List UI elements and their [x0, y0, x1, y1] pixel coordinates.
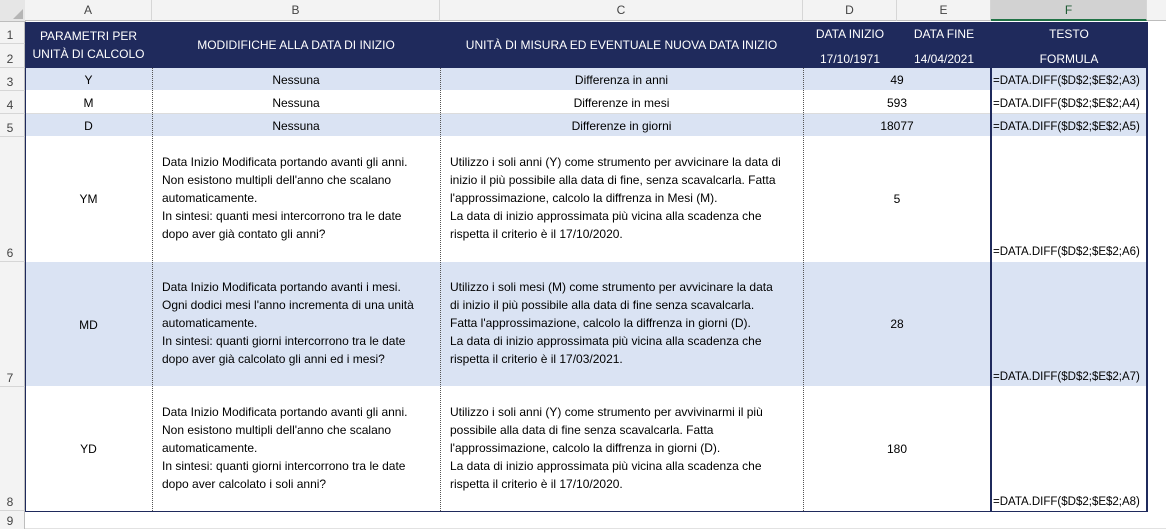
column-header-b[interactable]: B — [152, 0, 440, 21]
select-all-button[interactable] — [0, 0, 26, 22]
row-header-4[interactable]: 4 — [0, 91, 25, 114]
cell-formula[interactable]: =DATA.DIFF($D$2;$E$2;A5) — [993, 121, 1140, 133]
column-header-f[interactable]: F — [991, 0, 1147, 21]
cell-value[interactable]: 49 — [890, 73, 904, 87]
cell-unita[interactable]: Differenza in anni — [574, 73, 669, 87]
cell-value[interactable]: 28 — [890, 317, 904, 331]
header-data-inizio-value[interactable]: 17/10/1971 — [819, 52, 881, 66]
column-header-g[interactable] — [1147, 0, 1166, 21]
column-header-c[interactable]: C — [440, 0, 803, 21]
header-modifiche: MODIDIFICHE ALLA DATA DI INIZIO — [197, 38, 395, 52]
cell-formula[interactable]: =DATA.DIFF($D$2;$E$2;A6) — [993, 246, 1140, 258]
cell-unita[interactable]: Utilizzo i soli mesi (M) come strumento per avvicinare la data di inizio il più possibile alla data di fine senza scavalcarla. Fatta l'approssimazione, calcolo la diffrenza in giorni (D). La data di inizio approssimata più vicina alla scadenza che rispetta il criterio è il 17/03/2021. — [450, 280, 773, 366]
cell-param[interactable]: M — [83, 96, 94, 110]
column-header-bar — [0, 0, 1166, 22]
cell-unita[interactable]: Differenze in giorni — [571, 119, 672, 133]
row-header-7[interactable]: 7 — [0, 262, 25, 387]
column-header-d[interactable]: D — [803, 0, 897, 21]
header-param-line1: PARAMETRI PER — [39, 29, 138, 43]
cell-param[interactable]: YD — [80, 442, 97, 456]
cell-param[interactable]: D — [84, 119, 93, 133]
header-testo: TESTO — [1049, 27, 1089, 41]
cell-modifiche[interactable]: Nessuna — [272, 96, 320, 110]
cell-param[interactable]: Y — [84, 73, 93, 87]
cell-modifiche[interactable]: Data Inizio Modificata portando avanti i mesi. Ogni dodici mesi l'anno incrementa di una unità automaticamente. In sintesi: quanti giorni intercorrono tra le date dopo aver già calcolato gli anni ed i mesi? — [162, 280, 414, 366]
cell-value[interactable]: 5 — [893, 192, 901, 206]
row-header-2[interactable]: 2 — [0, 44, 25, 68]
row-header-3[interactable]: 3 — [0, 68, 25, 91]
row-header-6[interactable]: 6 — [0, 137, 25, 262]
cell-formula[interactable]: =DATA.DIFF($D$2;$E$2;A8) — [993, 496, 1140, 508]
row-header-8[interactable]: 8 — [0, 387, 25, 511]
cell-unita[interactable]: Differenze in mesi — [573, 96, 670, 110]
header-data-fine-value[interactable]: 14/04/2021 — [913, 52, 975, 66]
cell-unita[interactable]: Utilizzo i soli anni (Y) come strumento per avvicinare la data di inizio il più possibile alla data di fine, senza scavalcarla. Fatta l'approssimazione, calcolo la diffrenza in Mesi (M). La data di inizio approssimata più vicina alla scadenza che rispetta il criterio è il 17/10/2020. — [450, 155, 781, 241]
cell-modifiche[interactable]: Nessuna — [272, 73, 320, 87]
cell-formula[interactable]: =DATA.DIFF($D$2;$E$2;A7) — [993, 371, 1140, 383]
cell-modifiche[interactable]: Data Inizio Modificata portando avanti gli anni. Non esistono multipli dell'anno che scalano automaticamente. In sintesi: quanti giorni intercorrono tra le date dopo aver calcolato i soli anni? — [162, 405, 408, 491]
header-param-line2: UNITÀ DI CALCOLO — [32, 47, 145, 61]
header-unita: UNITÀ DI MISURA ED EVENTUALE NUOVA DATA INIZIO — [465, 38, 778, 52]
row-header-5[interactable]: 5 — [0, 114, 25, 137]
cell-modifiche[interactable]: Nessuna — [272, 119, 320, 133]
header-data-inizio-label: DATA INIZIO — [815, 27, 885, 41]
cell-value[interactable]: 180 — [886, 442, 908, 456]
cell-value[interactable]: 18077 — [880, 119, 914, 133]
cell-formula[interactable]: =DATA.DIFF($D$2;$E$2;A3) — [993, 75, 1140, 87]
cell-unita[interactable]: Utilizzo i soli anni (Y) come strumento per avvivinarmi il più possibile alla data di fine senza scavalcarla. Fatta l'approssimazione, calcolo la diffrenza in giorni (D). La data di inizio approssimata più vicina alla scadenza che rispetta il criterio è il 17/10/2020. — [450, 405, 763, 491]
cell-param[interactable]: YM — [79, 192, 98, 206]
header-data-fine-label: DATA FINE — [913, 27, 975, 41]
cell-param[interactable]: MD — [79, 318, 98, 332]
cell-formula[interactable]: =DATA.DIFF($D$2;$E$2;A4) — [993, 98, 1140, 110]
column-header-e[interactable]: E — [897, 0, 991, 21]
header-formula: FORMULA — [1039, 52, 1099, 66]
column-header-a[interactable]: A — [25, 0, 152, 21]
formula-column-border — [990, 68, 1148, 512]
row-header-9[interactable]: 9 — [0, 511, 25, 529]
row-header-1[interactable]: 1 — [0, 22, 25, 44]
cell-value[interactable]: 593 — [886, 96, 908, 110]
cell-modifiche[interactable]: Data Inizio Modificata portando avanti gli anni. Non esistono multipli dell'anno che scalano automaticamente. In sintesi: quanti mesi intercorrono tra le date dopo aver già contato gli anni? — [162, 155, 408, 241]
